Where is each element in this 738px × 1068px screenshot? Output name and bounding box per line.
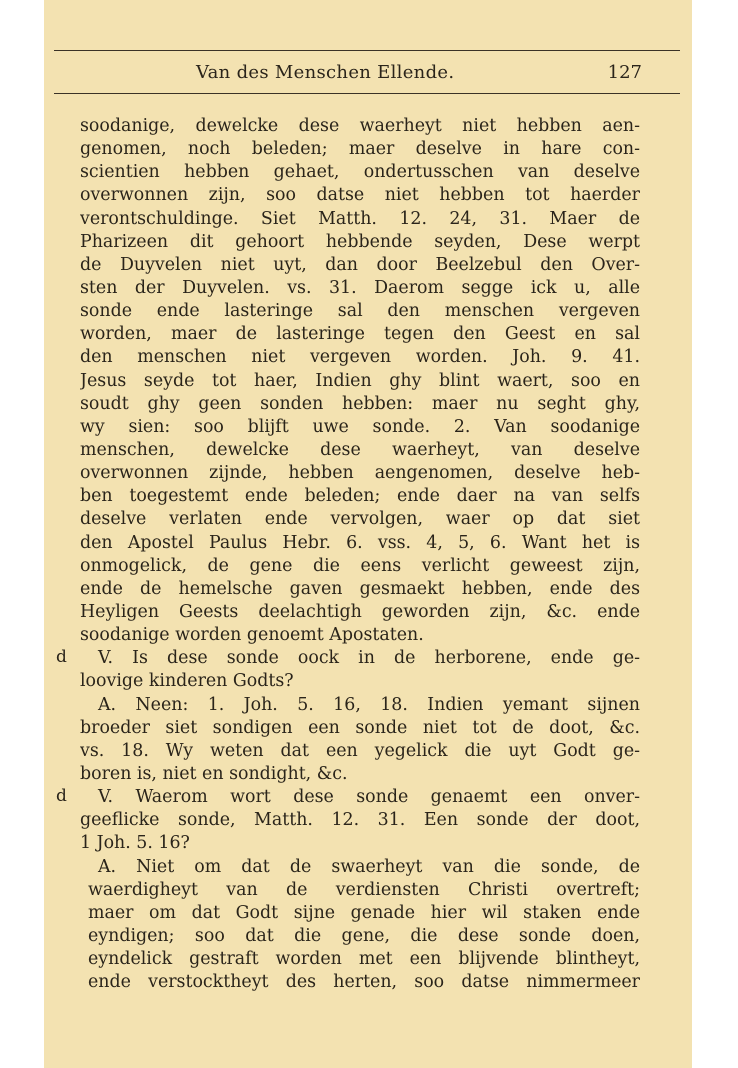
text-line: overwonnen zijn, soo datse niet hebben tot haerder bbox=[80, 185, 640, 206]
header-rule-bottom bbox=[54, 93, 680, 94]
text-line: eyndelick gestraft worden met een blijvende blintheyt, bbox=[88, 949, 640, 970]
text-line: loovige kinderen Godts? bbox=[80, 671, 294, 692]
answer-line: A. Neen: 1. Joh. 5. 16, 18. Indien yemant sijnen bbox=[98, 694, 640, 715]
page-number: 127 bbox=[607, 62, 642, 83]
text-line: menschen, dewelcke dese waerheyt, van deselve bbox=[80, 439, 640, 460]
text-line: wy sien: soo blijft uwe sonde. 2. Van soodanige bbox=[80, 416, 640, 437]
margin-marker: d bbox=[56, 786, 67, 807]
question-line: V. Waerom wort dese sonde genaemt een onver- bbox=[98, 787, 640, 808]
text-line: verontschuldinge. Siet Matth. 12. 24, 31. Maer de bbox=[80, 208, 640, 229]
text-line: soodanige, dewelcke dese waerheyt niet hebben aen- bbox=[80, 116, 640, 136]
margin-marker: d bbox=[56, 647, 67, 668]
text-line: de Duyvelen niet uyt, dan door Beelzebul den Over- bbox=[80, 254, 640, 275]
text-line: waerdigheyt van de verdiensten Christi overtreft; bbox=[88, 879, 640, 900]
text-line: vs. 18. Wy weten dat een yegelick die uyt Godt ge- bbox=[80, 740, 640, 761]
text-line: genomen, noch beleden; maer deselve in hare con- bbox=[80, 139, 640, 160]
text-line: Pharizeen dit gehoort hebbende seyden, Dese werpt bbox=[80, 231, 640, 252]
text-line: geeflicke sonde, Matth. 12. 31. Een sonde der doot, bbox=[80, 810, 640, 831]
text-line: maer om dat Godt sijne genade hier wil staken ende bbox=[88, 902, 640, 923]
header-rule-top bbox=[54, 50, 680, 51]
text-line: soudt ghy geen sonden hebben: maer nu seght ghy, bbox=[80, 393, 640, 414]
text-line: Heyligen Geests deelachtigh geworden zijn, &c. ende bbox=[80, 601, 640, 622]
text-line: broeder siet sondigen een sonde niet tot de doot, &c. bbox=[80, 717, 640, 738]
text-line: onmogelick, de gene die eens verlicht geweest zijn, bbox=[80, 555, 640, 576]
text-line: ende de hemelsche gaven gesmaekt hebben, ende des bbox=[80, 578, 640, 599]
text-line: worden, maer de lasteringe tegen den Geest en sal bbox=[80, 324, 640, 345]
text-line: 1 Joh. 5. 16? bbox=[80, 833, 190, 854]
text-line: boren is, niet en sondight, &c. bbox=[80, 763, 348, 784]
text-line: Jesus seyde tot haer, Indien ghy blint waert, soo en bbox=[80, 370, 640, 391]
running-head: Van des Menschen Ellende. bbox=[196, 62, 455, 83]
text-line: soodanige worden genoemt Apostaten. bbox=[80, 625, 424, 646]
text-line: ende verstocktheyt des herten, soo datse nimmermeer bbox=[88, 972, 640, 993]
text-line: eyndigen; soo dat die gene, die dese sonde doen, bbox=[88, 925, 640, 946]
text-line: deselve verlaten ende vervolgen, waer op dat siet bbox=[80, 509, 640, 530]
book-page bbox=[44, 0, 692, 1068]
text-line: scientien hebben gehaet, ondertusschen van deselve bbox=[80, 162, 640, 183]
text-line: ben toegestemt ende beleden; ende daer na van selfs bbox=[80, 486, 640, 507]
text-line: sonde ende lasteringe sal den menschen vergeven bbox=[80, 301, 640, 322]
question-line: V. Is dese sonde oock in de herborene, ende ge- bbox=[98, 648, 640, 669]
text-line: overwonnen zijnde, hebben aengenomen, deselve heb- bbox=[80, 463, 640, 484]
body-text bbox=[56, 115, 640, 994]
text-line: den Apostel Paulus Hebr. 6. vss. 4, 5, 6. Want het is bbox=[80, 532, 640, 553]
text-line: den menschen niet vergeven worden. Joh. 9. 41. bbox=[80, 347, 640, 368]
answer-line: A. Niet om dat de swaerheyt van die sonde, de bbox=[98, 856, 640, 877]
text-line: sten der Duyvelen. vs. 31. Daerom segge ick u, alle bbox=[80, 277, 640, 298]
